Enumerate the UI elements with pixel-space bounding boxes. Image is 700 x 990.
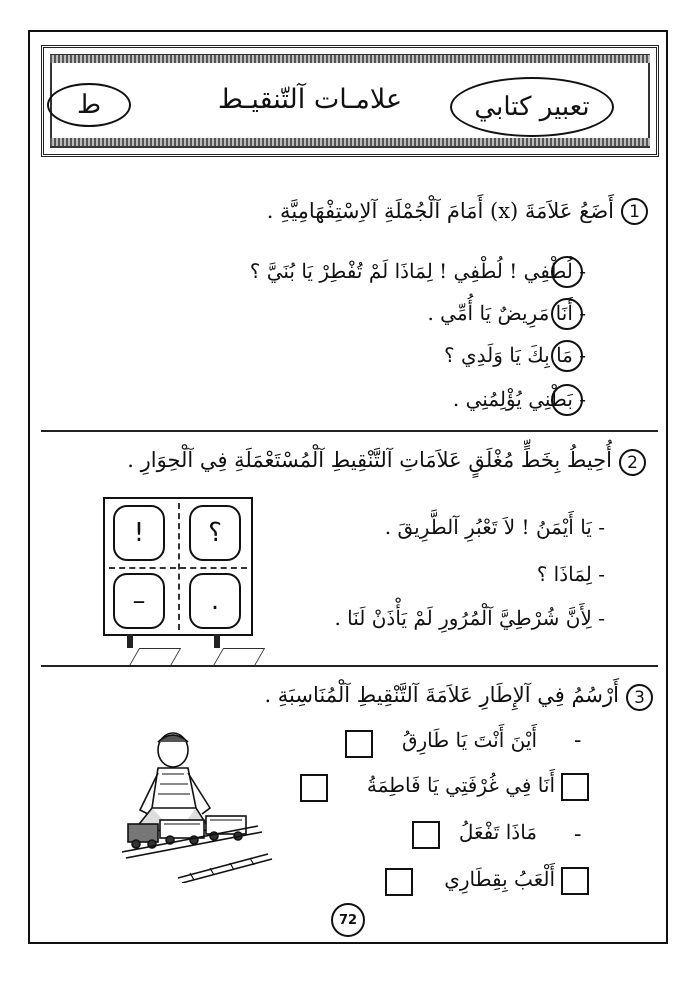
board-mark-period[interactable]: . (189, 573, 241, 629)
section-divider-2 (41, 665, 658, 667)
genre-badge (450, 77, 614, 137)
question-number-1: 1 (621, 198, 648, 225)
page-number: 72 (331, 903, 365, 937)
header-ornament-bottom (50, 138, 650, 146)
question-1-item-3: - مَا بِكَ يَا وَلَدِي ؟ (444, 343, 586, 367)
answer-box-2-start[interactable] (561, 773, 589, 801)
board-mark-dash[interactable]: – (113, 573, 165, 629)
question-2-instruction: أُحِيطُ بِخَطٍّ مُغْلَقٍ عَلاَمَاتِ آلتَّنْقِيطِ آلْمُسْتَعْمَلَةِ فِي آلْحِوَارِ . (127, 448, 612, 472)
board-leg-left (127, 634, 133, 648)
question-number-3: 3 (626, 684, 653, 711)
lesson-title: علامـات آلتّنقيـط (217, 84, 403, 115)
sentence-3: مَاذَا تَفْعَلُ (458, 820, 537, 844)
answer-box-1[interactable] (345, 730, 373, 758)
section-divider-1 (41, 430, 658, 432)
answer-box-4[interactable] (385, 868, 413, 896)
dialogue-line-1: - يَا أَيْمَنُ ! لاَ تَعْبُرِ آلطَّرِيقَ . (384, 515, 605, 539)
lesson-letter-badge: ط (47, 83, 131, 127)
question-1-instruction: أَضَعُ عَلاَمَةَ (x) أَمَامَ آلْجُمْلَةِ آلاِسْتِفْهَامِيَّةِ . (266, 199, 614, 223)
sentence-1: أَيْنَ أَنْتَ يَا طَارِقُ (401, 728, 537, 752)
sentence-4: أَلْعَبُ بِقِطَارِي (444, 867, 555, 891)
answer-box-2[interactable] (300, 774, 328, 802)
board-mark-exclamation[interactable]: ! (113, 505, 165, 561)
sentence-2: أَنَا فِي غُرْفَتِي يَا فَاطِمَةُ (366, 773, 555, 797)
answer-box-3[interactable] (412, 821, 440, 849)
question-1-item-2: - أَنَا مَرِيضٌ يَا أُمِّي . (427, 301, 586, 325)
question-1-item-4: - بَطْنِي يُؤْلِمُنِي . (452, 387, 586, 411)
line-dash-1: - (574, 728, 582, 753)
boy-with-train-illustration (118, 728, 278, 883)
question-1-item-1: - لُطْفِي ! لُطْفِي ! لِمَاذَا لَمْ تُفْطِرْ يَا بُنَيَّ ؟ (249, 259, 586, 283)
genre-label: تعبير كتابي (474, 92, 590, 122)
punctuation-board (103, 497, 253, 636)
board-mark-question[interactable]: ؟ (189, 505, 241, 561)
question-number-2: 2 (619, 449, 646, 476)
header-ornament-top (50, 55, 650, 63)
question-3-instruction: أَرْسُمُ فِي آلإِطَارِ عَلاَمَةَ آلتَّنْقِيطِ آلْمُنَاسِبَةِ . (264, 683, 619, 707)
board-leg-right (214, 634, 220, 648)
answer-box-4-start[interactable] (561, 867, 589, 895)
dialogue-line-2: - لِمَاذَا ؟ (536, 562, 605, 586)
line-dash-3: - (574, 822, 582, 847)
dialogue-line-3: - لِأَنَّ شُرْطِيَّ آلْمُرُورِ لَمْ يَأْذَنْ لَنَا . (334, 606, 605, 630)
board-divider-horizontal (109, 567, 247, 569)
